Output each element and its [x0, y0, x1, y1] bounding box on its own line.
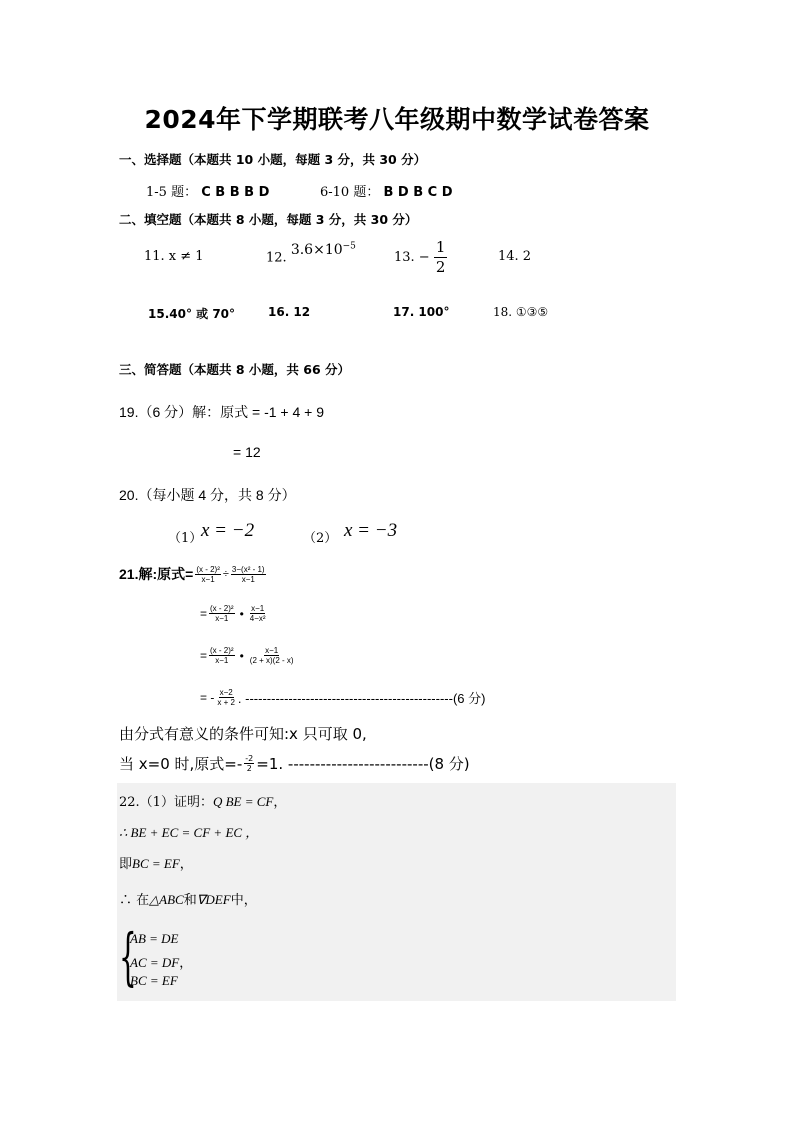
q21-line-1: [119, 564, 268, 584]
answer-13-fraction: [434, 238, 448, 277]
section-1-heading: 一、选择题（本题共 10 小题，每题 3 分，共 30 分）: [119, 152, 427, 167]
system-brace: {: [119, 920, 137, 993]
denominator: x−1: [215, 614, 229, 623]
q21-final-frac: [244, 754, 254, 773]
denominator: x−1: [241, 574, 255, 584]
q21-score-8: =1. --------------------------(8 分): [256, 755, 470, 773]
q22-system-line-2: [130, 952, 192, 971]
denominator: 4−x²: [249, 614, 266, 623]
answer-12-label: 12.: [266, 250, 287, 266]
q22-system-line-3: BC = EF: [130, 973, 178, 988]
answer-12-mantissa: 3.6×10: [290, 241, 343, 258]
triangle-def: ∇DEF: [196, 892, 231, 907]
q21-line-4: [200, 688, 485, 707]
comma: ，: [179, 956, 193, 971]
answer-13-numerator: 1: [435, 238, 446, 256]
mc-row-1-5-label: 1-5 题：: [146, 185, 198, 200]
equals-sign: =: [200, 648, 208, 663]
q22-line-1: [119, 791, 286, 810]
mc-row-6-10-answers: B D B C D: [383, 185, 453, 200]
equals-sign: =: [200, 606, 208, 621]
section-2-heading: 二、填空题（本题共 8 小题，每题 3 分，共 30 分）: [119, 212, 418, 227]
answer-11: 11. x ≠ 1: [144, 249, 204, 264]
answer-13-label: 13. −: [394, 250, 430, 265]
comma: ，: [273, 795, 287, 810]
q22-l4-and: 和: [183, 893, 197, 908]
q21-l1-frac-2: [231, 565, 266, 584]
q20-part-1-answer: x = −2: [201, 520, 255, 541]
answer-15: 15.40° 或 70°: [148, 307, 236, 321]
mc-row-6-10-label: 6-10 题：: [320, 185, 380, 200]
mc-row-1-5-answers: C B B B D: [201, 185, 270, 200]
numerator: (x - 2)²: [210, 604, 234, 613]
answer-12-exponent: −5: [342, 241, 356, 251]
q19-line-1: 19.（6 分）解：原式 = -1 + 4 + 9: [119, 404, 325, 420]
answer-17: 17. 100°: [393, 305, 450, 319]
q22-line-2: ∴ BE + EC = CF + EC ，: [119, 825, 259, 840]
mc-row-6-10: [320, 181, 453, 200]
answer-16: 16. 12: [268, 305, 311, 319]
numerator: x−1: [251, 604, 265, 613]
denominator: x−1: [215, 656, 229, 665]
denominator: x + 2: [217, 698, 235, 707]
answer-18: 18. ①③⑤: [493, 305, 549, 319]
q21-l1-frac-1: [195, 565, 221, 584]
q20-heading: 20.（每小题 4 分，共 8 分）: [119, 487, 296, 503]
denominator: (2 + x)(2 - x): [249, 656, 294, 665]
q22-l3-prefix: 即: [119, 857, 133, 872]
q21-l3-frac-2: [249, 646, 295, 665]
mc-row-1-5: [146, 181, 269, 200]
q21-score-6: . ------------------------------------------------(6 分): [237, 691, 486, 706]
q19-line-2: = 12: [233, 444, 261, 460]
multiply-dot: •: [239, 606, 244, 621]
divide-sign: ÷: [222, 568, 229, 580]
q22-sys2-math: AC = DF: [130, 955, 180, 970]
numerator: x−1: [265, 646, 279, 655]
denominator: x−1: [201, 574, 215, 584]
q21-l2-frac-1: [209, 604, 235, 623]
triangle-abc: △ABC: [149, 892, 184, 907]
section-3-heading: 三、简答题（本题共 8 小题，共 66 分）: [119, 362, 351, 377]
q20-part-2-answer: x = −3: [344, 520, 398, 541]
q21-line-2: [200, 604, 269, 623]
numerator: (x - 2)²: [196, 564, 220, 574]
q22-line-4: [119, 889, 257, 908]
answer-13-denominator: 2: [435, 258, 446, 276]
q21-l4-frac: [216, 688, 236, 707]
q21-prefix: 21.解:原式=: [119, 566, 194, 582]
answer-12: [266, 241, 356, 266]
page-title: 2024年下学期联考八年级期中数学试卷答案: [144, 105, 650, 134]
denominator: 2: [246, 764, 252, 773]
q20-part-1-label: （1）: [168, 531, 203, 546]
answer-13: [394, 238, 447, 277]
q21-l2-frac-2: [249, 604, 267, 623]
q22-l3-math: BC = EF: [132, 856, 180, 871]
minus-prefix: = -: [200, 690, 215, 705]
q22-l4-suffix: 中，: [230, 893, 257, 908]
q22-given: Q BE = CF: [212, 794, 274, 809]
multiply-dot: •: [239, 648, 244, 663]
q21-note: 由分式有意义的条件可知:x 只可取 0,: [119, 725, 367, 743]
q21-final: [119, 753, 470, 774]
numerator: 3−(x² - 1): [231, 564, 265, 574]
answer-14: 14. 2: [498, 249, 532, 264]
q21-line-3: [200, 646, 297, 665]
q20-part-2-label: （2）: [303, 531, 338, 546]
numerator: x−2: [219, 688, 233, 697]
q22-l4-prefix: ∴ 在: [119, 893, 150, 908]
comma: ，: [179, 857, 193, 872]
q22-label: 22.（1）证明：: [119, 795, 213, 810]
numerator: -2: [245, 754, 254, 763]
q22-line-3: [119, 853, 193, 872]
q22-system-line-1: AB = DE: [130, 931, 179, 946]
numerator: (x - 2)²: [210, 646, 234, 655]
answer-12-value: [291, 242, 356, 258]
q21-final-prefix: 当 x=0 时,原式=-: [119, 755, 243, 773]
q21-l3-frac-1: [209, 646, 235, 665]
